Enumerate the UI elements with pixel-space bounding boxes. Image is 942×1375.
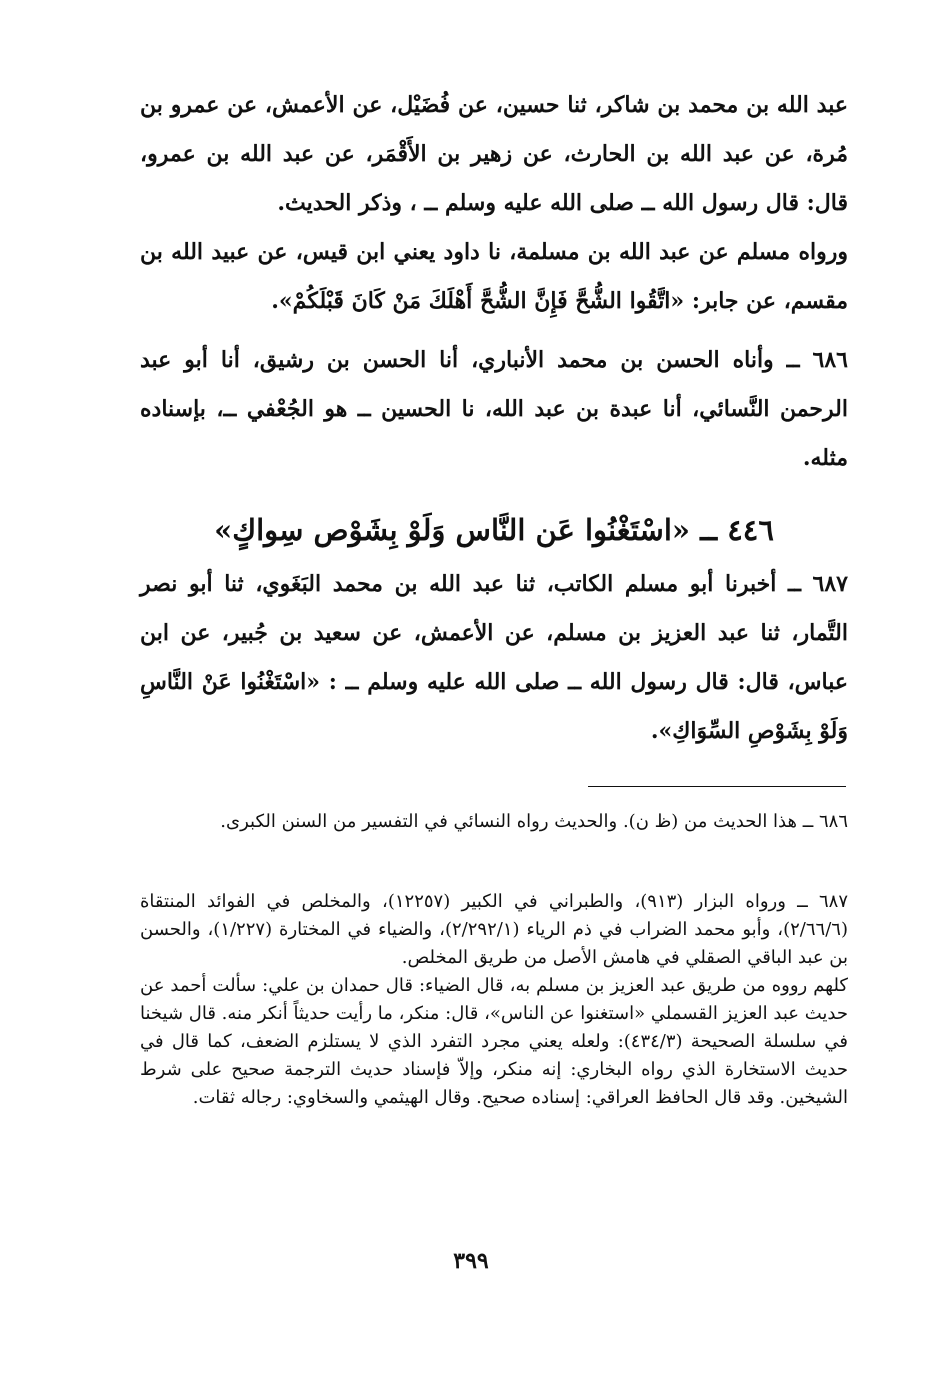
footnote-687-text: ٦٨٧ ــ ورواه البزار (٩١٣)، والطبراني في الكبير (١٢٢٥٧)، والمخلص في الفوائد المنتقاة (٢/٦٦/٦)، وأبو محمد الضراب في ذم الرياء (٢/٢٩٢/١)، والضياء في المختارة (١/٢٢٧)، والحسن بن عبد الباقي الصقلي في هامش الأصل من طريق المخلص. [140, 891, 849, 968]
chapter-heading: ٤٤٦ ــ «اسْتَغْنُوا عَن النَّاس وَلَوْ بِشَوْص سِواكٍ» [214, 513, 774, 547]
footnote-687 [140, 888, 848, 1112]
footnote-686 [140, 808, 848, 836]
opening-text [140, 81, 848, 326]
isnad-paragraph: عبد الله بن محمد بن شاكر، ثنا حسين، عن فُضَيْل، عن الأعمش، عن عمرو بن مُرة، عن عبد الله بن الحارث، عن زهير بن الأَقْمَر، عن عبد الله بن عمرو، قال: قال رسول الله ــ صلى الله عليه وسلم ــ ، وذكر الحديث. [140, 92, 848, 216]
footnote-687-continuation: كلهم رووه من طريق عبد العزيز بن مسلم به، قال الضياء: قال حمدان بن علي: سألت أحمد عن حديث عبد العزيز القسملي «استغنوا عن الناس»، قال: منكر، ما رأيت حديثاً أنكر منه. قال شيخنا في سلسلة الصحيحة (٤٣٤/٣): ولعله يعني مجرد التفرد الذي لا يستلزم الضعف، كما قال في حديث الاستخارة الذي رواه البخاري: إنه منكر، وإلاّ فإسناد حديث الترجمة صحيح على شرط الشيخين. وقد قال الحافظ العراقي: إسناده صحيح. وقال الهيثمي والسخاوي: رجاله ثقات. [140, 975, 849, 1108]
hadith-686-text: ٦٨٦ ــ وأناه الحسن بن محمد الأنباري، أنا الحسن بن رشيق، أنا أبو عبد الرحمن النَّسائي، أنا عبدة بن عبد الله، نا الحسين ــ هو الجُعْفي ــ، بإسناده مثله. [140, 347, 848, 471]
hadith-686 [140, 336, 848, 483]
hadith-687-text: ٦٨٧ ــ أخبرنا أبو مسلم الكاتب، ثنا عبد الله بن محمد البَغَوي، ثنا أبو نصر التَّمار، ثنا عبد العزيز بن مسلم، عن الأعمش، عن سعيد بن جُبير، عن ابن عباس، قال: قال رسول الله ــ صلى الله عليه وسلم ــ : «اسْتَغْنُوا عَنْ النَّاسِ وَلَوْ بِشَوْصِ السِّوَاكِ». [140, 571, 848, 744]
footnote-686-text: ٦٨٦ ــ هذا الحديث من (ظ ن). والحديث رواه النسائي في التفسير من السنن الكبرى. [220, 811, 848, 832]
page-number: ٣٩٩ [453, 1248, 489, 1274]
footnote-separator [588, 786, 846, 787]
muslim-riwaya-paragraph: ورواه مسلم عن عبد الله بن مسلمة، نا داود يعني ابن قيس، عن عبيد الله بن مقسم، عن جابر: «اتَّقُوا الشُّحَّ فَإِنَّ الشُّحَّ أَهْلَكَ مَنْ كَانَ قَبْلَكُمْ». [140, 239, 848, 314]
hadith-687 [140, 560, 848, 756]
